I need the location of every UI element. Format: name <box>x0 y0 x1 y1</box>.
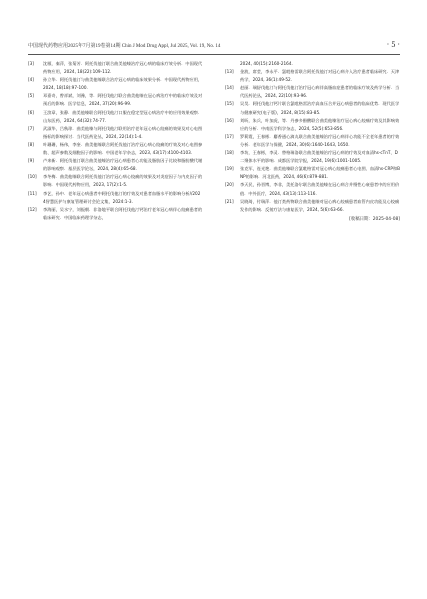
reference-item <box>28 173 203 189</box>
reference-text: 孙立华．阿托伐他汀与曲美他嗪联合治疗冠心病的临床效果分析．中国现代药物应用，2024, 18(18):97-100. <box>43 77 203 91</box>
reference-item <box>28 141 203 157</box>
reference-text: 武淑华，吕秋琼．曲美他嗪与阿托伐他汀联用治疗老年冠心病心绞痛的效果及对心电图指标的影响探讨．当代医药论丛，2024, 22(14):1-4. <box>43 125 203 139</box>
reference-item <box>28 125 203 141</box>
reference-number: [12] <box>28 206 37 212</box>
reference-item <box>225 84 400 100</box>
reference-item <box>225 149 400 165</box>
reference-text: 李冬梅．曲美他嗪联合阿托伐他汀治疗冠心病心绞痛的效果及对炎症因子与内皮因子的影响．中国现代药物应用，2023, 17(2):1-5. <box>43 174 203 188</box>
reference-item <box>225 133 400 149</box>
reference-item <box>28 60 203 76</box>
reference-number: [3] <box>28 61 34 66</box>
reference-number <box>225 60 240 68</box>
reference-item <box>225 165 400 181</box>
reference-item <box>28 92 203 108</box>
reference-item <box>28 157 203 173</box>
reference-text: 张克军，连光艳．曲美他嗪联合氯吡格雷对冠心病心绞痛患者心电图、血清hs-CRP和BNP的影响．河北医药，2024, 46(6):879-881. <box>240 166 400 180</box>
reference-item <box>225 100 400 116</box>
reference-number: [9] <box>28 158 34 164</box>
reference-number: [20] <box>225 182 234 188</box>
reference-item <box>28 76 203 92</box>
reference-number: [18] <box>225 150 234 156</box>
reference-text: 李海丽，吴水宁，刘振朝．非洛地平联合阿托伐他汀钙治疗老年冠心病伴心绞痛患者的临床研究．中国临床药理学杂志， <box>43 206 203 220</box>
reference-number: [19] <box>225 166 234 172</box>
reference-text: 赵丽．瑞舒伐他汀与阿托伐他汀治疗冠心病伴高脂血症患者的临床疗效及药学分析．当代医药论丛，2024, 22(10):93-96. <box>240 85 400 99</box>
page-header <box>28 40 400 55</box>
reference-number: [13] <box>225 69 234 75</box>
reference-item <box>28 109 203 125</box>
reference-number: [10] <box>28 174 37 180</box>
reference-number: [16] <box>225 117 234 123</box>
journal-citation: 中国现代药物应用2025年7月第19卷第14期 Chin J Mod Drug Appl, Jul 2025, Vol. 19, No. 14 <box>28 44 221 49</box>
reference-number: [21] <box>225 198 234 204</box>
reference-item <box>225 117 400 133</box>
reference-number: [17] <box>225 133 234 139</box>
reference-number: [11] <box>28 190 37 196</box>
references-right-column <box>225 60 400 224</box>
reference-item <box>225 60 400 68</box>
reference-text: 叶珊珊，杨伟，李奎．曲美他嗪联合阿托伐他汀治疗冠心病心绞痛的疗效及对心电图参数、超声参数及细胞因子的影响．中国老年学杂志，2023, 43(17):4100-4103. <box>43 141 203 156</box>
reference-text: 金波，席莹，李永平．氯吡格雷联合阿托伐他汀对冠心病介入治疗患者临床研究．天津药学，2024, 36(1):49-52. <box>240 69 400 83</box>
reference-item <box>28 190 203 206</box>
reference-number: [15] <box>225 101 234 107</box>
reference-item <box>225 198 400 214</box>
reference-number: [4] <box>28 77 34 83</box>
reference-item <box>225 181 400 197</box>
reference-number: [8] <box>28 141 34 147</box>
reference-text: 李天民，孙晋博，李非，美托洛尔联合曲美他嗪在冠心病合并慢性心衰患者中的应用价值．中外医疗，2024, 43(13):113-116. <box>240 182 400 196</box>
reference-text: 罗莉霞，王春彬．麝香通心滴丸联合曲美他嗪治疗冠心病伴心功能不全老年患者的疗效分析．老年医学与保健，2024, 30(6):1640-1643, 1650. <box>240 133 400 147</box>
reference-text: 王滨章，张静．曲美他嗪联合阿托伐他汀口服在稳定型冠心病治疗中的应用效果观察．山东医药，2024, 64(32):74-77. <box>43 109 203 123</box>
reference-number: [14] <box>225 85 234 91</box>
reference-text: 刘昕，朱兵，叶加虎，等．丹参多酚酸联合曲美他嗪治疗冠心病心绞痛疗效及其影响效应的分析．中南医学科学杂志，2024, 52(5):653-856. <box>240 117 400 131</box>
reference-number: [5] <box>28 93 34 99</box>
page-number: · 5 · <box>386 40 400 49</box>
reference-text: 卢来新．阿托伐他汀联合曲美他嗪治疗冠心病患者心功能及脂肪因子比较和脂肪酸代谢的影响观察．基层医学论坛，2024, 28(4):65-68. <box>43 158 203 172</box>
received-date: [收稿日期：2025-04-08] <box>349 216 400 222</box>
reference-item <box>28 206 203 222</box>
reference-text: 李坊，王春彬，李灵．替格瑞洛联合曲美他嗪治疗冠心病的疗效及对血清hs-cTnT、D二聚体水平的影响．成都医学院学报，2024, 19(6):1001-1005. <box>240 150 398 164</box>
references-left-column <box>28 60 203 222</box>
reference-number: [7] <box>28 125 34 131</box>
reference-text: 2024, 40(15):2160-2164. <box>240 61 293 66</box>
reference-text: 吴晓琦，付瑞萍．他汀类药物联合曲美他嗪对冠心病心绞痛患者血管内皮功能及心绞痛发作的影响．反射疗法与康复医学，2024, 5(6):63-66. <box>240 198 400 212</box>
reference-text: 李艺，孙中．老年冠心病患者中阿托伐他汀的疗效及对患者血脂水平的影响分析//2024智慧医护与康复管理研讨会论文集，2024:1-3. <box>43 190 201 204</box>
reference-text: 沈雁，秦萍，张菊芳．阿托伐他汀联合曲美他嗪治疗冠心病的临床疗效分析．中国现代药物应用，2024, 18(22):109-112. <box>43 61 203 75</box>
reference-item <box>225 68 400 84</box>
reference-text: 邓嘉奇，曾祥斌，刘豫，等．阿托伐他汀联合曲美他嗪在冠心病治疗中的临床疗效及对预后的影响．医学信息，2024, 37(20):96-99. <box>43 93 203 107</box>
reference-text: 吴昊．阿托伐他汀钙片联合氯吡格雷治疗高血压合并冠心病患者的临床优势．现代医学与健康研究(电子版)，2024, 8(15):83-85. <box>240 101 400 115</box>
reference-number: [6] <box>28 109 34 115</box>
